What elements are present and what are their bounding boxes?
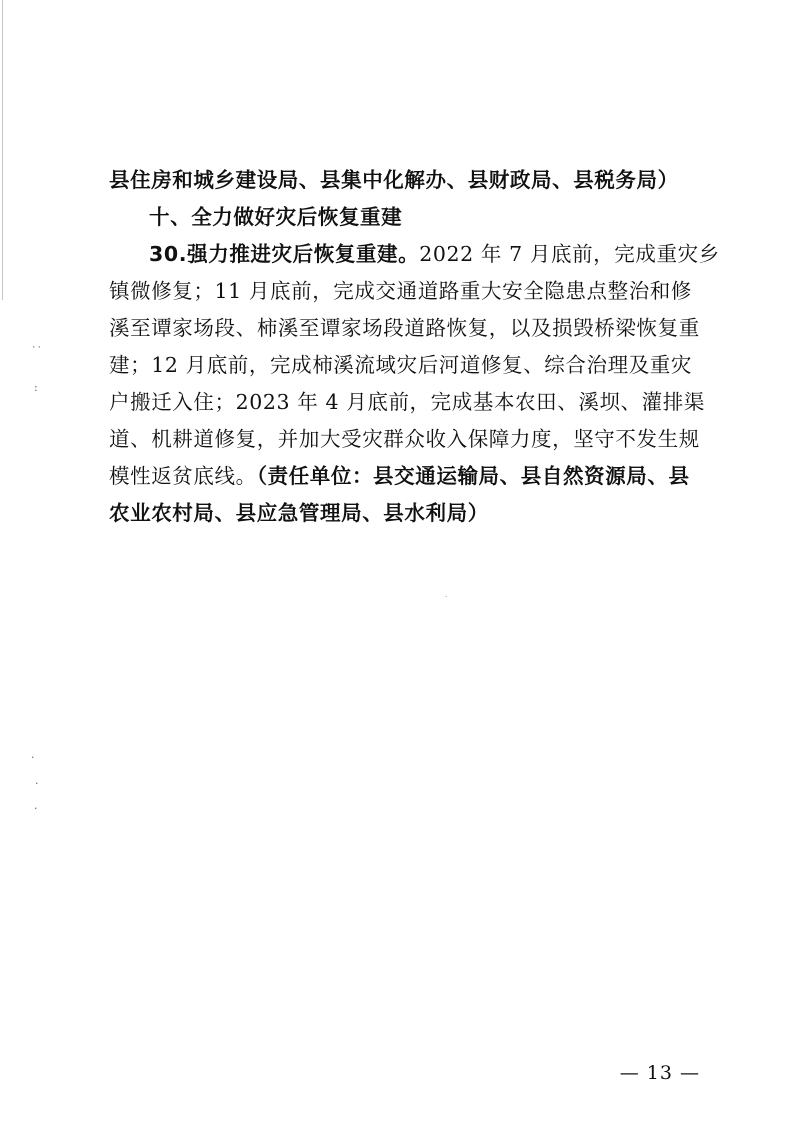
item-30-body-line: 溪至谭家场段、柿溪至谭家场段道路恢复，以及损毁桥梁恢复重 (109, 316, 700, 340)
margin-mark-3: · (31, 751, 35, 764)
responsibility-line-1: （责任单位：县交通运输局、县自然资源局、县 (256, 464, 690, 488)
responsibility-continuation: 县住房和城乡建设局、县集中化解办、县财政局、县税务局） (109, 168, 679, 192)
page-number: — 13 — (619, 1062, 700, 1084)
margin-mark-5: . (34, 799, 38, 812)
item-30-body-first: 2022 年 7 月底前，完成重灾乡 (419, 242, 720, 266)
margin-mark-4: · (35, 777, 39, 790)
item-30-body-line: 户搬迁入住；2023 年 4 月底前，完成基本农田、溪坝、灌排渠 (109, 390, 705, 414)
scan-dot: · (445, 593, 448, 601)
margin-mark-2: : (34, 381, 38, 394)
item-30-body-line: 建；12 月底前，完成柿溪流域灾后河道修复、综合治理及重灾 (109, 353, 692, 377)
item-30-body-line: 道、机耕道修复，并加大受灾群众收入保障力度，坚守不发生规 (109, 427, 700, 451)
item-30-body-last: 模性返贫底线。 (109, 464, 257, 488)
document-body (109, 162, 720, 532)
section-heading: 十、全力做好灾后恢复重建 (149, 205, 403, 229)
item-30-title: 30.强力推进灾后恢复重建。 (149, 242, 420, 266)
margin-mark-1: ˙˙ (31, 345, 42, 358)
item-30-first-line (109, 236, 720, 273)
item-30-body-line: 镇微修复；11 月底前，完成交通道路重大安全隐患点整治和修 (109, 279, 692, 303)
responsibility-line-2: 农业农村局、县应急管理局、县水利局） (109, 501, 489, 525)
scan-edge-line (2, 0, 3, 300)
item-30-last-line (109, 458, 701, 495)
